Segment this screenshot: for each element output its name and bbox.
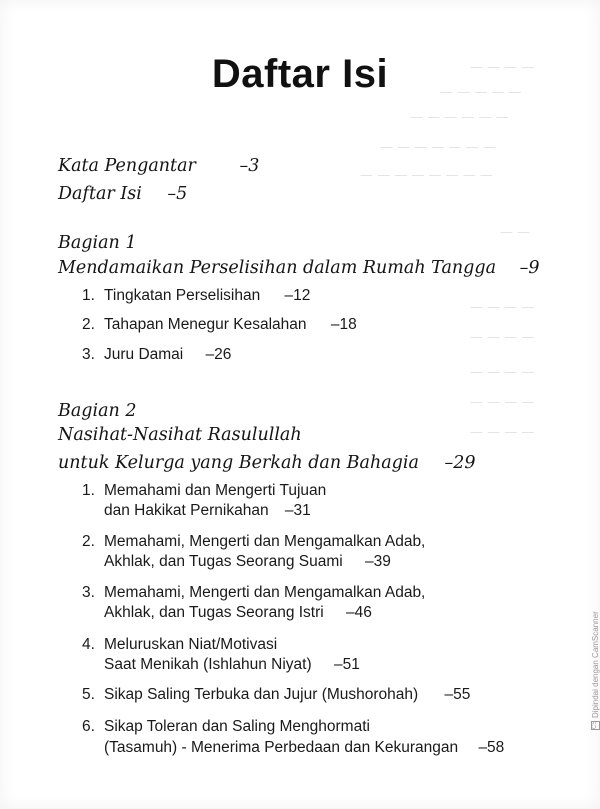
section-label-bagian-1: Bagian 1	[58, 233, 137, 253]
toc-entry-label: Kata Pengantar	[58, 156, 196, 176]
toc-entry-kata-pengantar[interactable]	[58, 156, 259, 176]
toc-item-page: –18	[330, 316, 357, 333]
toc-item-text: Sikap Saling Terbuka dan Jujur (Mushorohah)	[104, 686, 419, 703]
toc-item-continuation[interactable]	[104, 656, 360, 674]
toc-item[interactable]: 1. Memahami dan Mengerti Tujuan	[82, 482, 327, 499]
toc-item-text: Akhlak, dan Tugas Seorang Istri	[104, 604, 324, 621]
toc-item-page: –39	[365, 553, 391, 570]
toc-item-page: –58	[478, 739, 505, 756]
toc-item[interactable]: 2. Tahapan Menegur Kesalahan –18	[82, 316, 357, 333]
toc-item[interactable]: 1. Tingkatan Perselisihan –12	[82, 287, 311, 304]
toc-item-continuation[interactable]	[104, 502, 311, 520]
camscanner-icon: CS	[592, 720, 599, 729]
toc-item-page: –55	[444, 686, 471, 703]
toc-item-text: Sikap Toleran dan Saling Menghormati	[104, 718, 370, 735]
toc-item-text: Meluruskan Niat/Motivasi	[104, 636, 278, 653]
toc-item-continuation[interactable]	[104, 739, 504, 757]
page-title: Daftar Isi	[211, 52, 389, 96]
toc-item-continuation[interactable]	[104, 604, 372, 622]
toc-entry-page: –3	[239, 156, 260, 176]
toc-item-text: Tingkatan Perselisihan	[104, 287, 261, 304]
toc-chapter-bagian-2-line2[interactable]	[58, 453, 476, 473]
toc-item-text: Akhlak, dan Tugas Seorang Suami	[104, 553, 343, 570]
toc-item[interactable]: 2. Memahami, Mengerti dan Mengamalkan Adab,	[82, 533, 426, 550]
toc-entry-daftar-isi[interactable]	[58, 184, 187, 204]
toc-item-text: Saat Menikah (Ishlahun Niyat)	[104, 656, 312, 673]
toc-chapter-page: –9	[519, 258, 540, 278]
toc-chapter-bagian-2-line1[interactable]: Nasihat-Nasihat Rasulullah	[58, 425, 302, 445]
toc-item-page: –12	[284, 287, 311, 304]
toc-chapter-bagian-1[interactable]	[58, 258, 540, 278]
toc-item-text: Memahami, Mengerti dan Mengamalkan Adab,	[104, 533, 426, 550]
section-label-bagian-2: Bagian 2	[58, 401, 137, 421]
toc-item[interactable]: 6. Sikap Toleran dan Saling Menghormati	[82, 718, 370, 735]
toc-item-text: dan Hakikat Pernikahan	[104, 502, 269, 519]
toc-entry-page: –5	[167, 184, 188, 204]
scanner-watermark: CSDipindai dengan CamScanner	[591, 611, 600, 729]
toc-item-text: (Tasamuh) - Menerima Perbedaan dan Kekurangan	[104, 739, 459, 756]
toc-chapter-heading: Mendamaikan Perselisihan dalam Rumah Tangga	[58, 258, 497, 278]
toc-item-page: –51	[333, 656, 360, 673]
toc-item[interactable]: 5. Sikap Saling Terbuka dan Jujur (Mushorohah) –55	[82, 686, 471, 703]
toc-item[interactable]: 3. Juru Damai –26	[82, 346, 232, 363]
toc-item-page: –31	[284, 502, 311, 519]
toc-item-text: Juru Damai	[104, 346, 184, 363]
toc-item-page: –26	[205, 346, 232, 363]
toc-chapter-page: –29	[444, 453, 476, 473]
toc-item-text: Tahapan Menegur Kesalahan	[104, 316, 307, 333]
toc-item-text: Memahami, Mengerti dan Mengamalkan Adab,	[104, 584, 426, 601]
toc-entry-label: Daftar Isi	[58, 184, 142, 204]
toc-chapter-heading: untuk Kelurga yang Berkah dan Bahagia	[58, 453, 419, 473]
toc-item[interactable]: 4. Meluruskan Niat/Motivasi	[82, 636, 278, 653]
toc-item-page: –46	[346, 604, 372, 621]
toc-item-continuation[interactable]	[104, 553, 391, 571]
toc-item[interactable]: 3. Memahami, Mengerti dan Mengamalkan Adab,	[82, 584, 426, 601]
toc-item-text: Memahami dan Mengerti Tujuan	[104, 482, 327, 499]
